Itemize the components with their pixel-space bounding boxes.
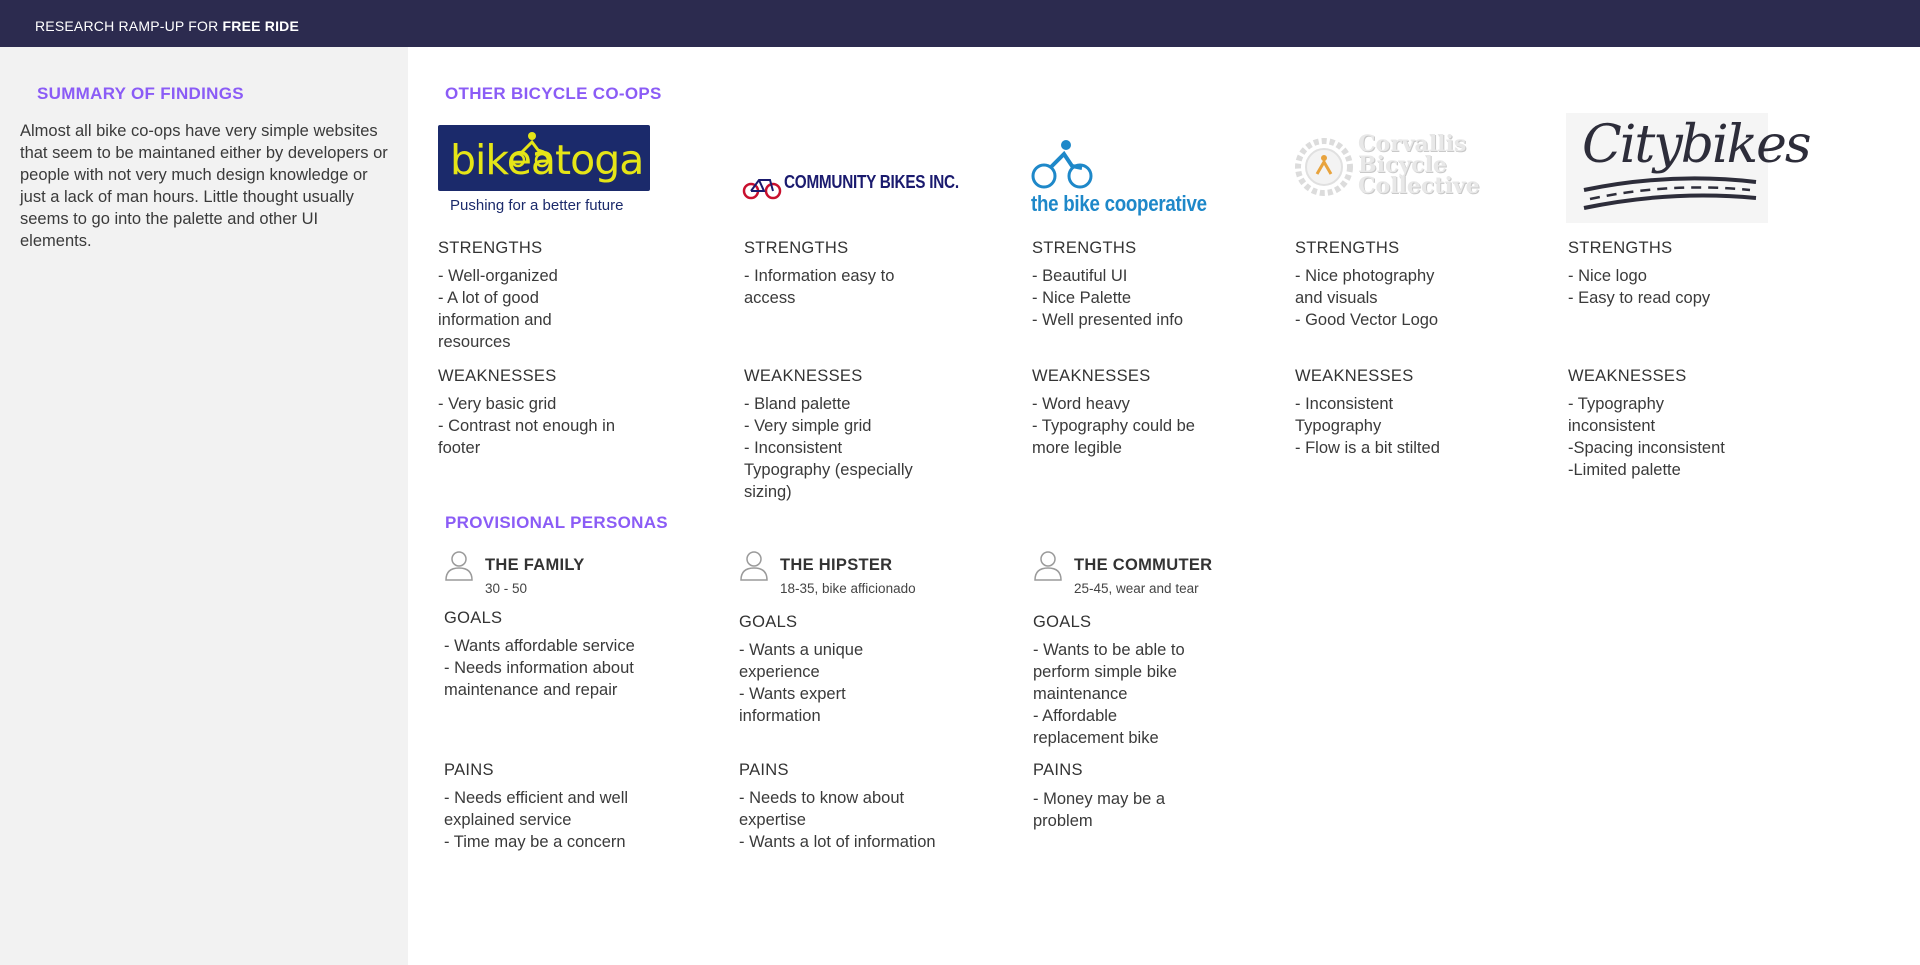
citybikes-road-icon: [1580, 168, 1760, 216]
corvallis-gear-icon: [1293, 136, 1355, 198]
list-item: maintenance and repair: [444, 681, 618, 699]
coop-weaknesses-list: [1568, 393, 1725, 481]
persona-goals-list: [1033, 639, 1185, 749]
list-item: - Inconsistent: [1295, 395, 1394, 413]
persona-name: THE COMMUTER: [1074, 556, 1213, 574]
list-item: experience: [739, 663, 820, 681]
page-title: RESEARCH RAMP-UP FOR FREE RIDE: [35, 18, 300, 34]
goals-label: GOALS: [444, 609, 503, 627]
coop-strengths-list: [438, 265, 558, 353]
corvallis-logo: Corvallis Bicycle Collective: [1358, 131, 1480, 199]
list-item: -Spacing inconsistent: [1568, 439, 1725, 457]
list-item: - Very basic grid: [438, 395, 557, 413]
persona-goals-list: [739, 639, 863, 727]
list-item: information: [739, 707, 821, 725]
list-item: replacement bike: [1033, 729, 1159, 747]
bikeatoga-tagline: Pushing for a better future: [450, 197, 624, 214]
summary-heading: SUMMARY OF FINDINGS: [37, 84, 244, 103]
list-item: - Wants a unique: [739, 641, 864, 659]
list-item: access: [744, 289, 796, 307]
goals-label: GOALS: [739, 613, 798, 631]
list-item: footer: [438, 439, 481, 457]
summary-sidebar: [0, 47, 408, 965]
list-item: - Well presented info: [1032, 311, 1184, 329]
weaknesses-label: WEAKNESSES: [744, 367, 863, 385]
weaknesses-label: WEAKNESSES: [438, 367, 557, 385]
summary-body: Almost all bike co-ops have very simple websites that seem to be maintaned either by developers or people with not very much design knowledge or just a lack of man hours. Little thought usually seems to go into the palette and other UI elements.: [20, 122, 388, 250]
strengths-label: STRENGTHS: [1295, 239, 1400, 257]
list-item: - Flow is a bit stilted: [1295, 439, 1440, 457]
list-item: and visuals: [1295, 289, 1378, 307]
pains-label: PAINS: [1033, 761, 1083, 779]
list-item: - Bland palette: [744, 395, 851, 413]
persona-age: 18-35, bike afficionado: [780, 581, 916, 596]
goals-label: GOALS: [1033, 613, 1092, 631]
list-item: Typography (especially: [744, 461, 913, 479]
list-item: maintenance: [1033, 685, 1128, 703]
list-item: - Well-organized: [438, 267, 558, 285]
list-item: - Very simple grid: [744, 417, 872, 435]
list-item: -Limited palette: [1568, 461, 1681, 479]
list-item: resources: [438, 333, 511, 351]
list-item: Typography: [1295, 417, 1382, 435]
user-icon: [739, 549, 769, 581]
persona-name: THE HIPSTER: [780, 556, 893, 574]
persona-pains-list: [444, 787, 628, 853]
coops-heading: OTHER BICYCLE CO-OPS: [445, 84, 662, 103]
pains-label: PAINS: [444, 761, 494, 779]
persona-age: 30 - 50: [485, 581, 528, 596]
citybikes-logo-text: Citybikes: [1582, 115, 1810, 175]
coop-weaknesses-list: [1295, 393, 1440, 459]
list-item: - Needs information about: [444, 659, 634, 677]
persona-pains-list: [1033, 788, 1165, 832]
coop-weaknesses-list: [438, 393, 615, 459]
persona-name: THE FAMILY: [485, 556, 585, 574]
coop-strengths-list: [1032, 265, 1183, 331]
list-item: - Wants to be able to: [1033, 641, 1185, 659]
community-bikes-logo: COMMUNITY BIKES INC.: [784, 172, 959, 192]
list-item: - Beautiful UI: [1032, 267, 1128, 285]
strengths-label: STRENGTHS: [1032, 239, 1137, 257]
strengths-label: STRENGTHS: [744, 239, 849, 257]
coop-weaknesses-list: [1032, 393, 1195, 459]
list-item: - A lot of good: [438, 289, 539, 307]
bikeatoga-logo-text: bikeatoga: [450, 136, 644, 184]
list-item: - Nice logo: [1568, 267, 1647, 285]
list-item: - Needs to know about: [739, 789, 905, 807]
coop-strengths-list: [1568, 265, 1710, 309]
weaknesses-label: WEAKNESSES: [1568, 367, 1687, 385]
top-bar: [0, 0, 1920, 47]
list-item: - Nice photography: [1295, 267, 1435, 285]
list-item: information and: [438, 311, 552, 329]
community-bikes-bicycle-icon: [742, 174, 782, 202]
list-item: - Wants expert: [739, 685, 846, 703]
project-name: FREE RIDE: [222, 18, 300, 34]
persona-age: 25-45, wear and tear: [1074, 581, 1199, 596]
strengths-label: STRENGTHS: [438, 239, 543, 257]
persona-pains-list: [739, 787, 936, 853]
list-item: - Needs efficient and well: [444, 789, 629, 807]
list-item: - Wants affordable service: [444, 637, 635, 655]
list-item: - Contrast not enough in: [438, 417, 616, 435]
list-item: - Easy to read copy: [1568, 289, 1711, 307]
list-item: - Typography: [1568, 395, 1665, 413]
list-item: - Nice Palette: [1032, 289, 1132, 307]
pains-label: PAINS: [739, 761, 789, 779]
bike-cooperative-logo: the bike cooperative: [1031, 191, 1207, 216]
user-icon: [1033, 549, 1063, 581]
list-item: - Wants a lot of information: [739, 833, 936, 851]
personas-heading: PROVISIONAL PERSONAS: [445, 513, 668, 532]
list-item: inconsistent: [1568, 417, 1656, 435]
list-item: expertise: [739, 811, 806, 829]
list-item: - Word heavy: [1032, 395, 1130, 413]
list-item: - Good Vector Logo: [1295, 311, 1439, 329]
list-item: more legible: [1032, 439, 1122, 457]
list-item: - Typography could be: [1032, 417, 1195, 435]
list-item: - Money may be a: [1033, 790, 1166, 808]
list-item: sizing): [744, 483, 792, 501]
weaknesses-label: WEAKNESSES: [1295, 367, 1414, 385]
bike-cooperative-rider-icon: [1026, 138, 1096, 190]
list-item: - Information easy to: [744, 267, 895, 285]
coop-strengths-list: [1295, 265, 1438, 331]
list-item: - Inconsistent: [744, 439, 843, 457]
weaknesses-label: WEAKNESSES: [1032, 367, 1151, 385]
list-item: - Affordable: [1033, 707, 1118, 725]
list-item: perform simple bike: [1033, 663, 1177, 681]
user-icon: [444, 549, 474, 581]
strengths-label: STRENGTHS: [1568, 239, 1673, 257]
coop-strengths-list: [744, 265, 894, 309]
list-item: explained service: [444, 811, 572, 829]
list-item: - Time may be a concern: [444, 833, 626, 851]
coop-weaknesses-list: [744, 393, 913, 503]
list-item: problem: [1033, 812, 1093, 830]
persona-goals-list: [444, 635, 635, 701]
